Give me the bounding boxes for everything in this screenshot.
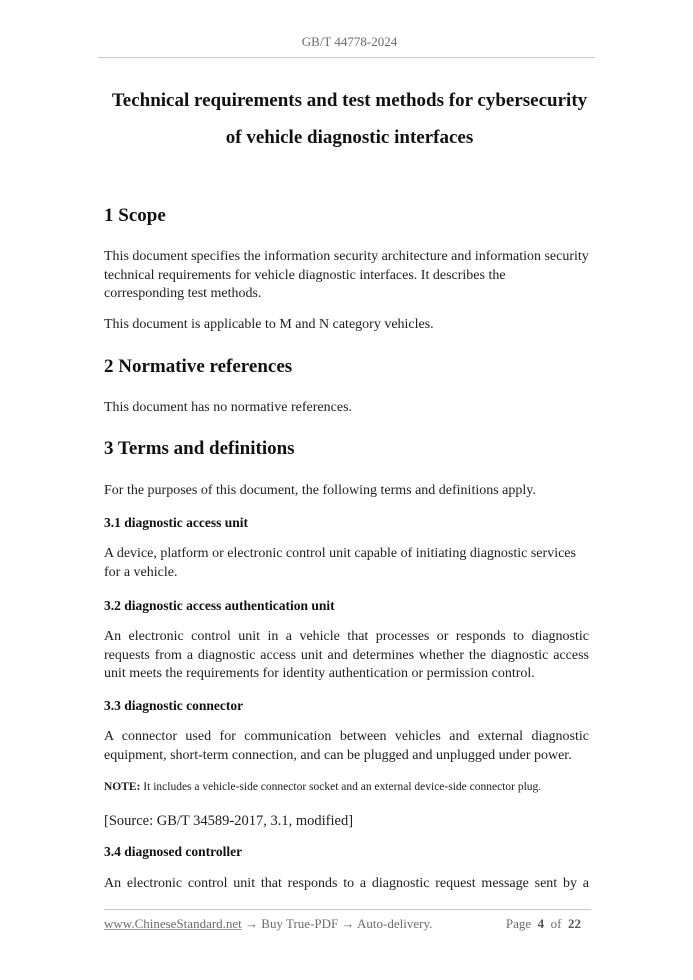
- term-definition-3-3: A connector used for communication between vehicles and external diagnostic equipment, short-term connection, and can be plugged and unplugged under power.: [104, 729, 589, 763]
- normative-references-paragraph: This document has no normative references.: [104, 400, 353, 415]
- term-heading-3-4: 3.4 diagnosed controller: [104, 844, 243, 859]
- term-heading-3-2: 3.2 diagnostic access authentication unit: [104, 598, 335, 613]
- section-heading-normative-references: 2 Normative references: [104, 356, 293, 377]
- page-label: Page: [505, 916, 532, 931]
- scope-paragraph-2: This document is applicable to M and N category vehicles.: [104, 317, 434, 332]
- section-heading-terms-definitions: 3 Terms and definitions: [104, 438, 295, 459]
- page-of-label: of: [550, 916, 562, 931]
- header-divider: [98, 57, 595, 58]
- page-indicator: [506, 916, 581, 932]
- document-title-line-2: of vehicle diagnostic interfaces: [225, 127, 474, 148]
- total-pages-number: 22: [568, 916, 581, 931]
- website-link[interactable]: www.ChineseStandard.net: [104, 916, 242, 931]
- term-definition-3-1: A device, platform or electronic control unit capable of initiating diagnostic services for a vehicle.: [104, 546, 576, 580]
- running-header: [104, 34, 595, 50]
- section-heading-scope: 1 Scope: [104, 205, 166, 226]
- document-code: GB/T 44778-2024: [301, 34, 398, 49]
- arrow-right-icon: →: [241, 916, 262, 931]
- auto-delivery-text: Auto-delivery.: [357, 916, 433, 931]
- arrow-right-icon: →: [338, 916, 358, 931]
- terms-intro-paragraph: For the purposes of this document, the following terms and definitions apply.: [104, 483, 536, 498]
- scope-paragraph-1: This document specifies the information security architecture and information security technical requirements for vehicle diagnostic interfaces. It describes the corresponding test methods.: [104, 249, 589, 301]
- page-footer: [104, 916, 589, 932]
- term-heading-3-1: 3.1 diagnostic access unit: [104, 515, 249, 530]
- buy-pdf-text: Buy True-PDF: [261, 916, 339, 931]
- document-title: [104, 82, 595, 156]
- term-note-3-3: [104, 779, 589, 795]
- current-page-number: 4: [537, 916, 545, 931]
- term-source-3-3: [Source: GB/T 34589-2017, 3.1, modified]: [104, 813, 354, 829]
- footer-divider: [104, 909, 591, 910]
- note-label: NOTE:: [104, 781, 141, 793]
- document-title-line-1: Technical requirements and test methods for cybersecurity: [111, 90, 588, 111]
- term-heading-3-3: 3.3 diagnostic connector: [104, 698, 244, 713]
- term-definition-3-4: An electronic control unit that responds to a diagnostic request message sent by a: [104, 876, 589, 891]
- term-definition-3-2: An electronic control unit in a vehicle that processes or responds to diagnostic requests from a diagnostic access unit and determines whether the diagnostic access unit meets the requirements for identity authentication or permission control.: [104, 629, 589, 681]
- note-text: It includes a vehicle-side connector socket and an external device-side connector plug.: [140, 781, 542, 793]
